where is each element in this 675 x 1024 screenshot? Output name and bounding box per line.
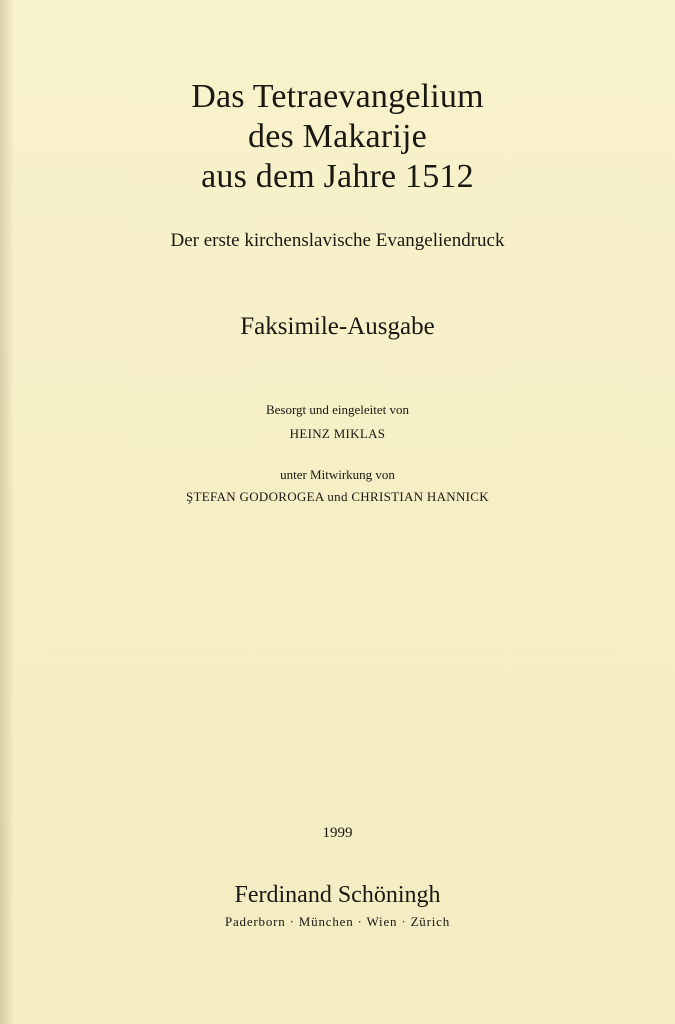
subtitle: Der erste kirchenslavische Evangeliendruck	[170, 230, 505, 251]
show-through-texture	[48, 240, 618, 920]
editor-name: HEINZ MIKLAS	[289, 426, 386, 441]
collaborator-names: ŞTEFAN GODOROGEA und CHRISTIAN HANNICK	[186, 489, 489, 504]
publisher-places: Paderborn · München · Wien · Zürich	[224, 914, 451, 929]
publisher-name: Ferdinand Schöningh	[234, 882, 441, 908]
title-line-3: aus dem Jahre 1512	[201, 158, 474, 195]
edited-by-label: Besorgt und eingeleitet von	[265, 402, 410, 417]
title-line-2: des Makarije	[248, 118, 427, 155]
collaboration-label: unter Mitwirkung von	[280, 467, 395, 482]
title-line-1: Das Tetraevangelium	[191, 78, 484, 115]
publication-year: 1999	[322, 825, 353, 841]
edition-label: Faksimile-Ausgabe	[240, 313, 435, 340]
